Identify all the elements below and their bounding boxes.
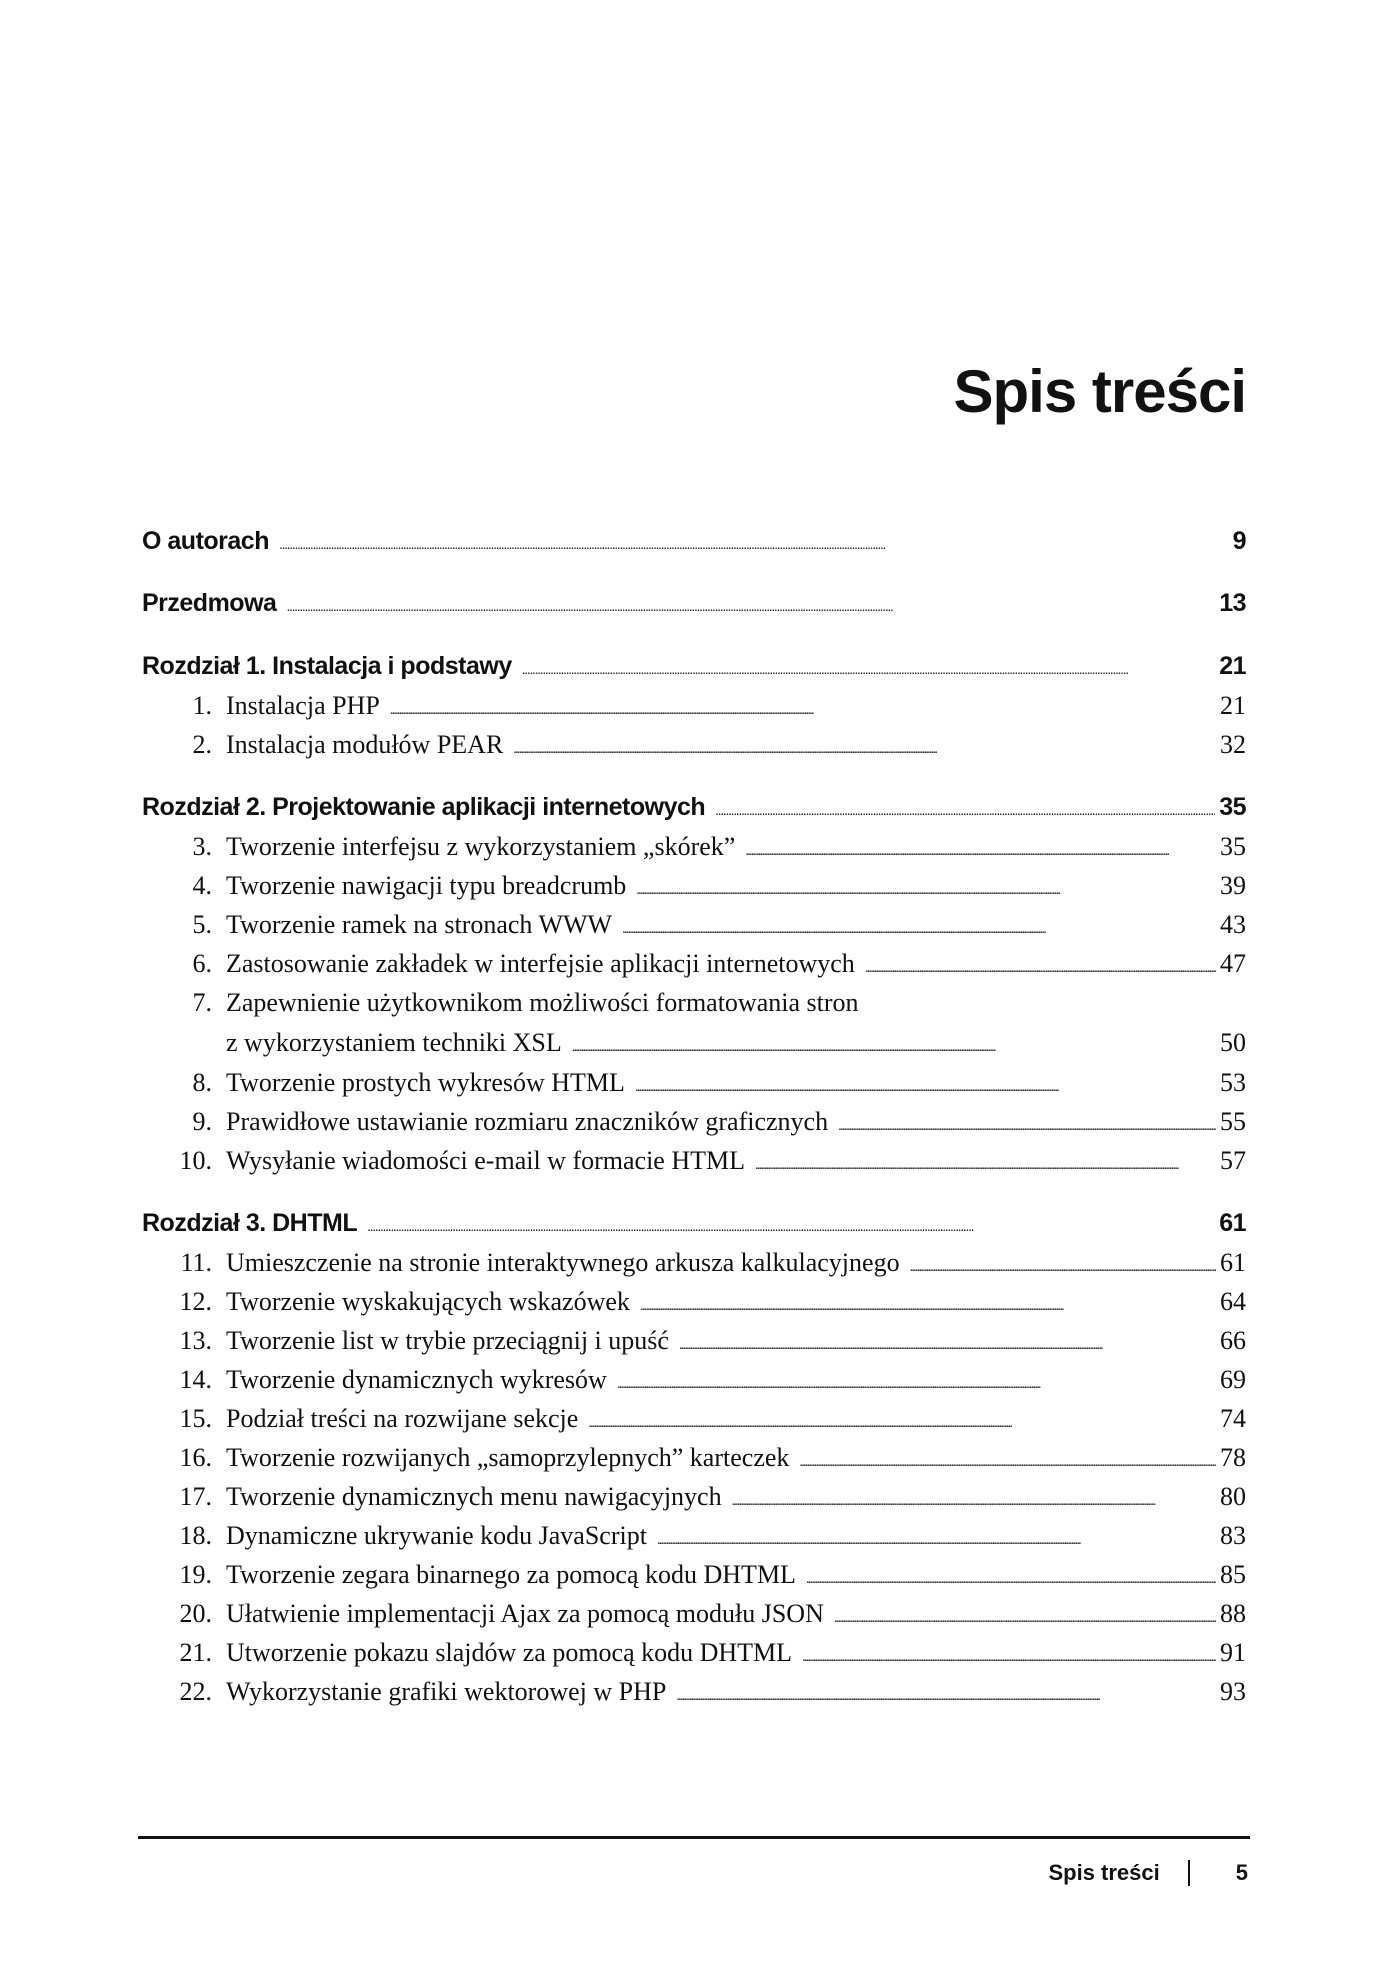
toc-item-entry xyxy=(142,691,1246,721)
toc-page-number: 9 xyxy=(1232,527,1246,555)
toc-item-number: 7. xyxy=(192,988,212,1017)
toc-item-number: 21. xyxy=(179,1638,212,1667)
toc-item-title: Tworzenie interfejsu z wykorzystaniem „skórek” xyxy=(226,832,736,861)
dot-leader xyxy=(799,1443,1216,1473)
toc-item-title: Tworzenie rozwijanych „samoprzylepnych” karteczek xyxy=(226,1443,790,1472)
toc-page-number: 85 xyxy=(1220,1560,1246,1589)
toc-section-title: Przedmowa xyxy=(142,589,277,617)
toc-item-number: 8. xyxy=(192,1068,212,1097)
toc-item-title: Tworzenie list w trybie przeciągnij i upuść xyxy=(226,1326,669,1355)
toc-item-entry xyxy=(142,1677,1246,1707)
toc-page-number: 61 xyxy=(1219,1209,1246,1237)
toc-item-title: Zastosowanie zakładek w interfejsie aplikacji internetowych xyxy=(226,949,855,978)
toc-item-entry xyxy=(142,1521,1246,1551)
footer-separator xyxy=(1188,1860,1190,1886)
dot-leader xyxy=(676,1677,1216,1707)
dot-leader xyxy=(522,652,1215,681)
toc-item-title: Tworzenie prostych wykresów HTML xyxy=(226,1068,625,1097)
toc-item-title: Tworzenie nawigacji typu breadcrumb xyxy=(226,871,627,900)
toc-item-entry xyxy=(142,1638,1246,1668)
toc-section-entry xyxy=(142,589,1246,618)
toc-item-entry xyxy=(142,1326,1246,1356)
toc-page-number: 53 xyxy=(1220,1068,1246,1097)
page-title: Spis treści xyxy=(953,358,1246,425)
toc-item-entry xyxy=(142,1146,1246,1176)
toc-page-number: 91 xyxy=(1220,1638,1246,1667)
toc-item-entry xyxy=(142,1404,1246,1434)
toc-item-entry xyxy=(142,1365,1246,1395)
toc-page-number: 61 xyxy=(1220,1248,1246,1277)
toc-item-title: Instalacja PHP xyxy=(226,691,380,720)
toc-page-number: 35 xyxy=(1219,793,1246,821)
toc-section-entry xyxy=(142,527,1246,556)
dot-leader xyxy=(513,730,1216,760)
toc-item-title: Tworzenie dynamicznych menu nawigacyjnych xyxy=(226,1482,722,1511)
footer-page-number: 5 xyxy=(1235,1860,1248,1885)
toc-page-number: 13 xyxy=(1219,589,1246,617)
toc-item-number: 16. xyxy=(179,1443,212,1472)
toc-item-number: 6. xyxy=(192,949,212,978)
dot-leader xyxy=(745,832,1216,862)
toc-item-entry xyxy=(142,1028,1246,1058)
dot-leader xyxy=(635,1068,1216,1098)
dot-leader xyxy=(732,1482,1216,1512)
toc-item-number: 10. xyxy=(179,1146,212,1175)
dot-leader xyxy=(588,1404,1216,1434)
toc-item-entry xyxy=(142,1599,1246,1629)
dot-leader xyxy=(286,589,1215,618)
dot-leader xyxy=(802,1638,1216,1668)
toc-page-number: 64 xyxy=(1220,1287,1246,1316)
dot-leader xyxy=(572,1028,1216,1058)
toc-item-title: Wysyłanie wiadomości e-mail w formacie HTML xyxy=(226,1146,745,1175)
toc-item-number: 14. xyxy=(179,1365,212,1394)
toc-item-title: Tworzenie dynamicznych wykresów xyxy=(226,1365,607,1394)
toc-item-title: Podział treści na rozwijane sekcje xyxy=(226,1404,579,1433)
toc-page-number: 55 xyxy=(1220,1107,1246,1136)
toc-item-entry xyxy=(142,1068,1246,1098)
toc-item-title: Tworzenie ramek na stronach WWW xyxy=(226,910,613,939)
toc-page-number: 88 xyxy=(1220,1599,1246,1628)
toc-item-title: Tworzenie zegara binarnego za pomocą kodu DHTML xyxy=(226,1560,796,1589)
toc-item-number: 3. xyxy=(192,832,212,861)
toc-item-title: Wykorzystanie grafiki wektorowej w PHP xyxy=(226,1677,667,1706)
dot-leader xyxy=(834,1599,1216,1629)
toc-page-number: 69 xyxy=(1220,1365,1246,1394)
footer-section-title: Spis treści xyxy=(1048,1860,1160,1885)
dot-leader xyxy=(367,1209,1215,1238)
toc-page-number: 74 xyxy=(1220,1404,1246,1433)
toc-item-number: 22. xyxy=(179,1677,212,1706)
dot-leader xyxy=(636,871,1216,901)
toc-section-entry xyxy=(142,1209,1246,1238)
toc-item-title: Tworzenie wyskakujących wskazówek xyxy=(226,1287,630,1316)
toc-page-number: 50 xyxy=(1220,1028,1246,1057)
toc-page-number: 32 xyxy=(1220,730,1246,759)
toc-item-entry xyxy=(142,1443,1246,1473)
toc-item-number: 4. xyxy=(192,871,212,900)
toc-item-entry xyxy=(142,1107,1246,1137)
toc-item-title: Utworzenie pokazu slajdów za pomocą kodu DHTML xyxy=(226,1638,793,1667)
toc-item-entry xyxy=(142,871,1246,901)
toc-item-entry-first-line xyxy=(142,988,1246,1018)
toc-page-number: 21 xyxy=(1220,691,1246,720)
toc-item-title: Instalacja modułów PEAR xyxy=(226,730,504,759)
toc-item-number: 19. xyxy=(179,1560,212,1589)
dot-leader xyxy=(910,1248,1216,1278)
dot-leader xyxy=(838,1107,1216,1137)
toc-item-number: 15. xyxy=(179,1404,212,1433)
toc-item-number: 13. xyxy=(179,1326,212,1355)
toc-item-title: Umieszczenie na stronie interaktywnego arkusza kalkulacyjnego xyxy=(226,1248,900,1277)
toc-item-entry xyxy=(142,832,1246,862)
toc-item-entry xyxy=(142,949,1246,979)
toc-item-number: 11. xyxy=(180,1248,212,1277)
toc-page-number: 43 xyxy=(1220,910,1246,939)
dot-leader xyxy=(715,793,1215,822)
dot-leader xyxy=(279,527,1229,556)
toc-item-number: 2. xyxy=(192,730,212,759)
toc-item-title-first-line: Zapewnienie użytkownikom możliwości formatowania stron xyxy=(226,988,859,1017)
toc-section-title: Rozdział 1. Instalacja i podstawy xyxy=(142,652,512,680)
toc-page-number: 83 xyxy=(1220,1521,1246,1550)
toc-page-number: 66 xyxy=(1220,1326,1246,1355)
dot-leader xyxy=(617,1365,1216,1395)
toc-item-number: 9. xyxy=(192,1107,212,1136)
toc-item-entry xyxy=(142,1287,1246,1317)
toc-page-number: 47 xyxy=(1220,949,1246,978)
toc-section-title: Rozdział 3. DHTML xyxy=(142,1209,358,1237)
toc-item-number: 20. xyxy=(179,1599,212,1628)
dot-leader xyxy=(806,1560,1216,1590)
page-footer xyxy=(1048,1860,1248,1886)
toc-page-number: 80 xyxy=(1220,1482,1246,1511)
toc-page-number: 39 xyxy=(1220,871,1246,900)
footer-rule xyxy=(138,1836,1250,1839)
toc-item-title: Dynamiczne ukrywanie kodu JavaScript xyxy=(226,1521,647,1550)
dot-leader xyxy=(622,910,1216,940)
toc-section-title: Rozdział 2. Projektowanie aplikacji internetowych xyxy=(142,793,706,821)
toc-page-number: 78 xyxy=(1220,1443,1246,1472)
toc-item-entry xyxy=(142,910,1246,940)
dot-leader xyxy=(679,1326,1216,1356)
toc-item-title: z wykorzystaniem techniki XSL xyxy=(226,1028,562,1057)
toc-item-entry xyxy=(142,730,1246,760)
dot-leader xyxy=(755,1146,1216,1176)
toc-page-number: 93 xyxy=(1220,1677,1246,1706)
toc-item-title: Ułatwienie implementacji Ajax za pomocą modułu JSON xyxy=(226,1599,824,1628)
toc-section-title: O autorach xyxy=(142,527,269,555)
toc-item-entry xyxy=(142,1248,1246,1278)
dot-leader xyxy=(865,949,1216,979)
toc-page-number: 57 xyxy=(1220,1146,1246,1175)
toc-item-title: Prawidłowe ustawianie rozmiaru znaczników graficznych xyxy=(226,1107,829,1136)
toc-section-entry xyxy=(142,793,1246,822)
toc-page-number: 35 xyxy=(1220,832,1246,861)
toc-section-entry xyxy=(142,652,1246,681)
toc-item-entry xyxy=(142,1482,1246,1512)
toc-item-number: 12. xyxy=(179,1287,212,1316)
toc-item-number: 17. xyxy=(179,1482,212,1511)
toc-item-entry xyxy=(142,1560,1246,1590)
dot-leader xyxy=(640,1287,1216,1317)
toc-item-number: 5. xyxy=(192,910,212,939)
toc-item-number: 1. xyxy=(192,691,212,720)
dot-leader xyxy=(390,691,1216,721)
toc-page-number: 21 xyxy=(1219,652,1246,680)
dot-leader xyxy=(657,1521,1216,1551)
toc-item-number: 18. xyxy=(179,1521,212,1550)
